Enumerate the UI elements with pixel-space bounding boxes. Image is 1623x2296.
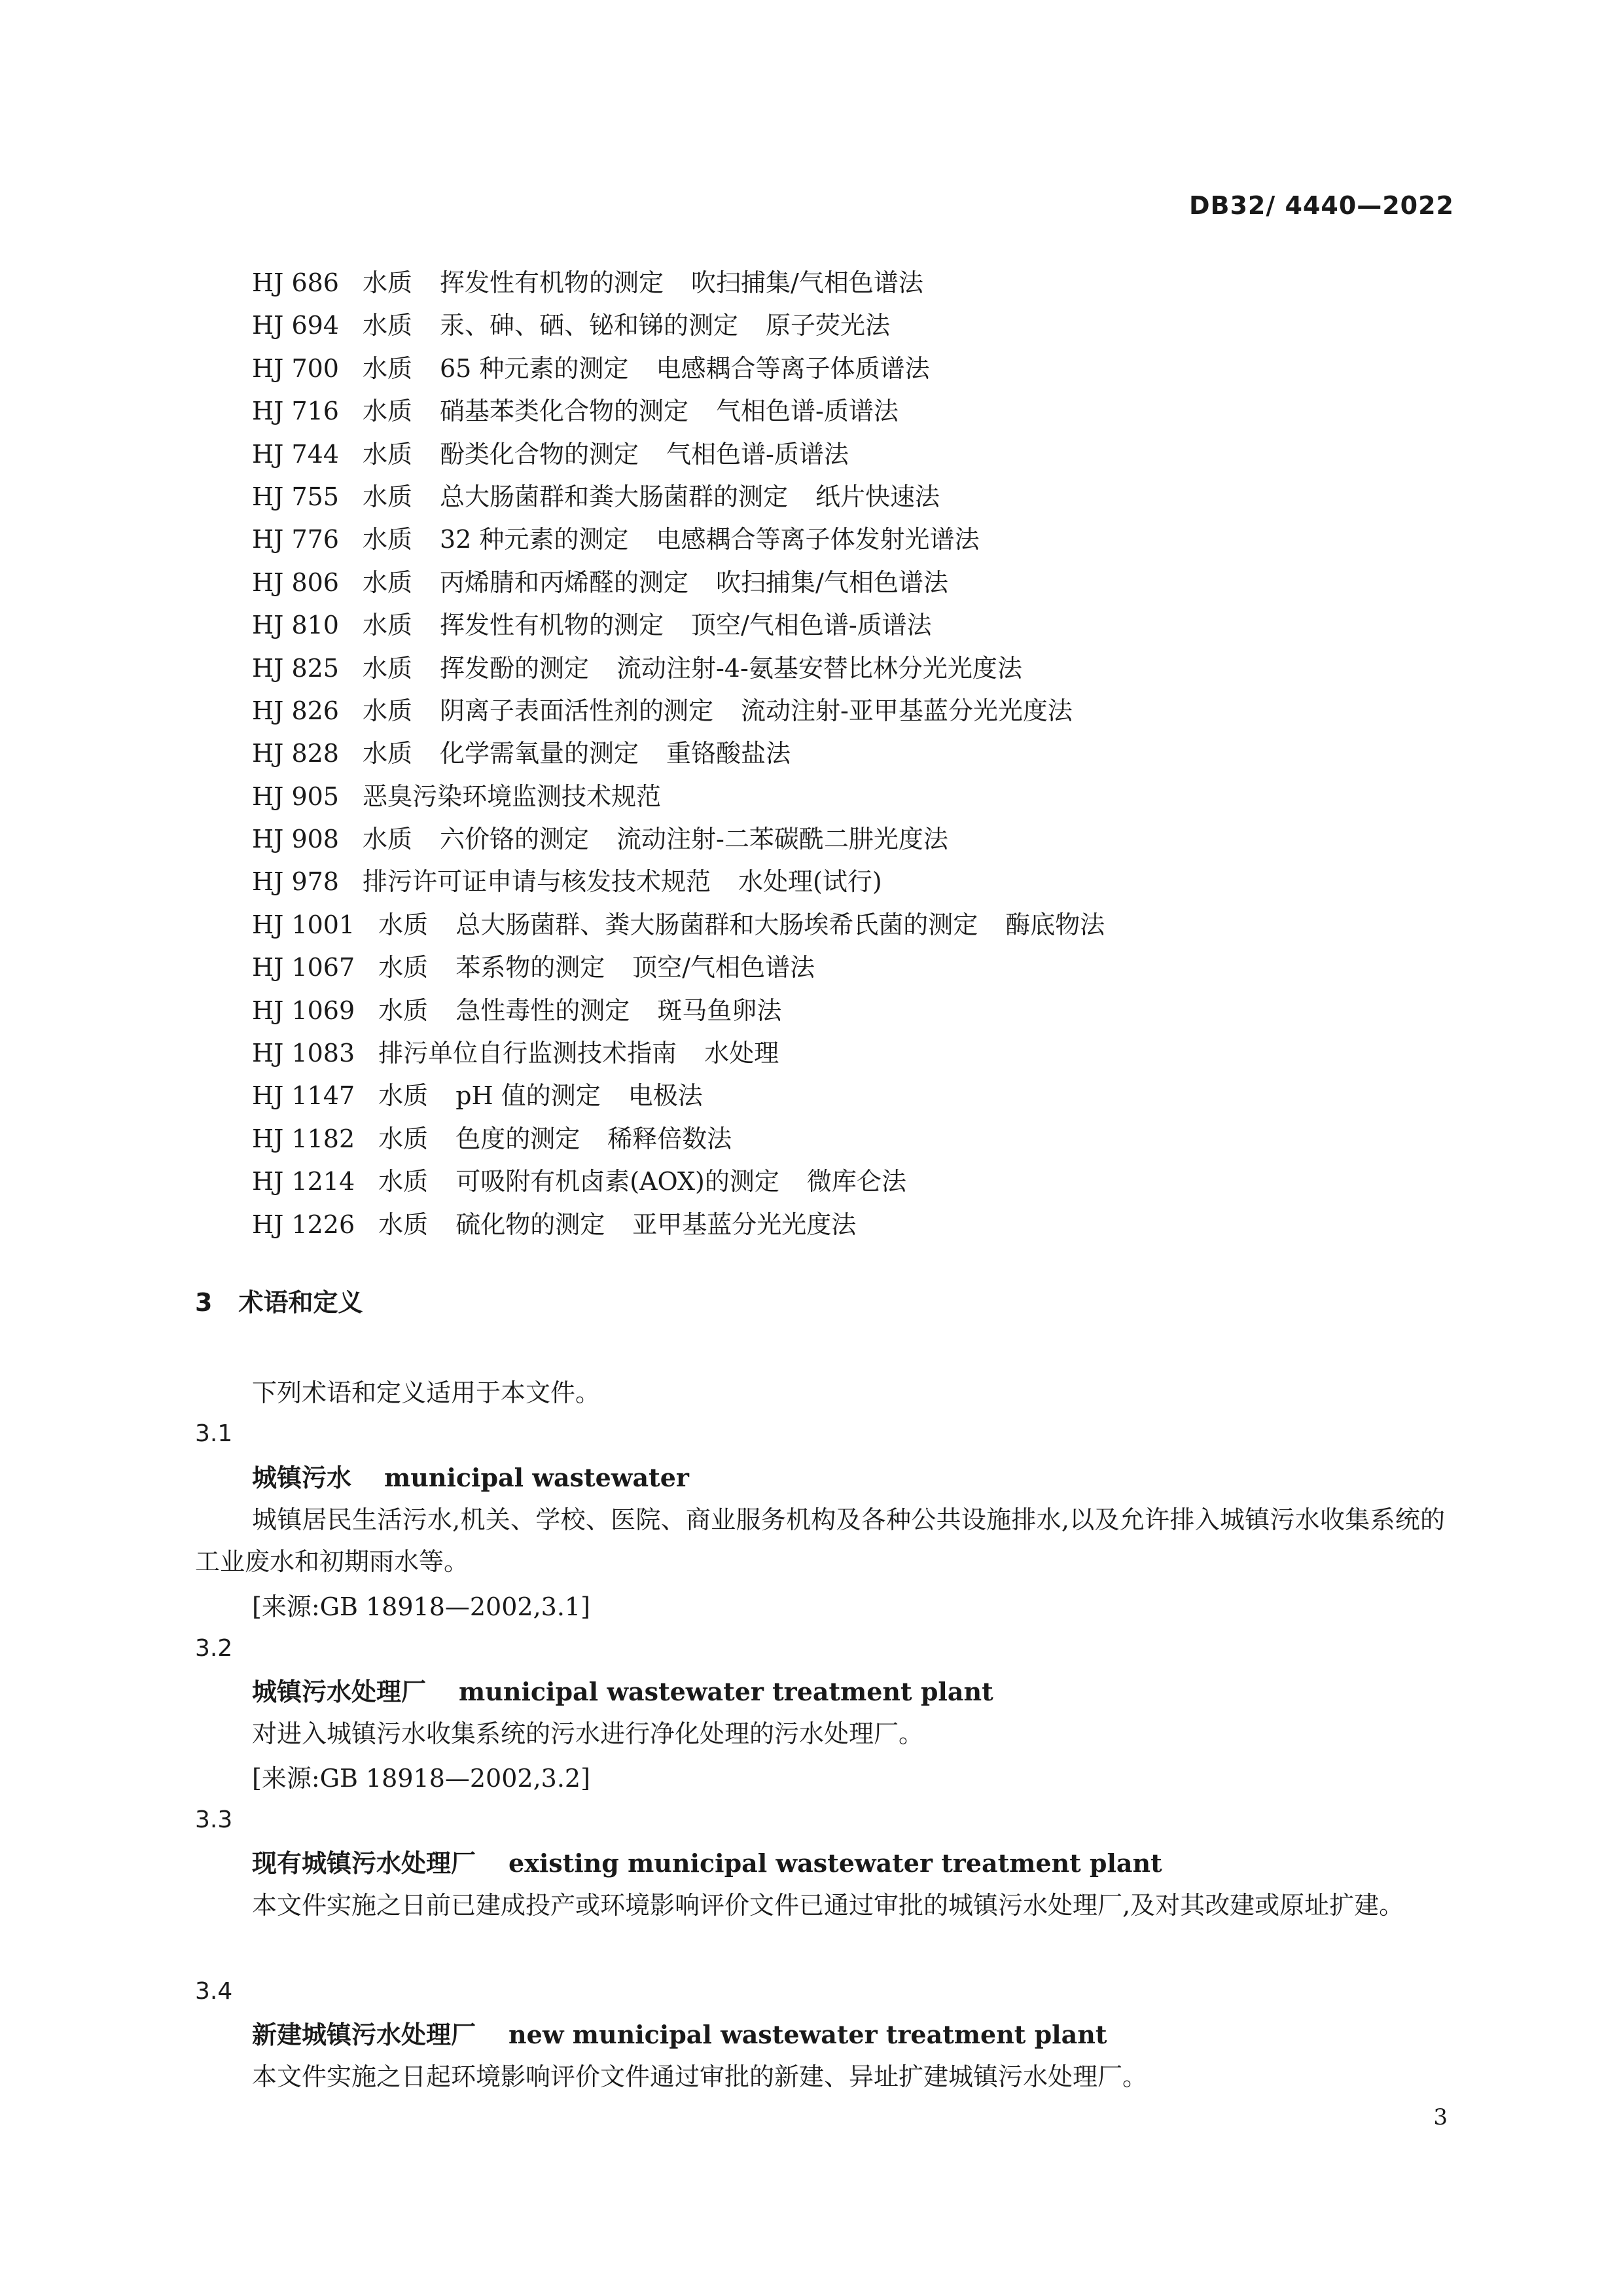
term-heading: 新建城镇污水处理厂 new municipal wastewater treatment plant: [252, 2020, 1107, 2049]
normative-references-list: [252, 262, 1132, 1246]
term-number: 3.4: [195, 1978, 233, 2005]
reference-item: HJ 806 水质 丙烯腈和丙烯醛的测定 吹扫捕集/气相色谱法: [252, 567, 948, 597]
term-source: [来源:GB 18918—2002,3.1]: [252, 1592, 590, 1621]
term-number: 3.3: [195, 1806, 233, 1833]
reference-item: HJ 1001 水质 总大肠菌群、粪大肠菌群和大肠埃希氏菌的测定 酶底物法: [252, 910, 1105, 939]
reference-item: HJ 1182 水质 色度的测定 稀释倍数法: [252, 1124, 732, 1153]
reference-item: HJ 810 水质 挥发性有机物的测定 顶空/气相色谱-质谱法: [252, 611, 932, 640]
term-source: [来源:GB 18918—2002,3.2]: [252, 1764, 590, 1793]
document-code: DB32/ 4440—2022: [1188, 191, 1454, 220]
reference-item: HJ 716 水质 硝基苯类化合物的测定 气相色谱-质谱法: [252, 397, 899, 426]
reference-item: HJ 905 恶臭污染环境监测技术规范: [252, 781, 661, 811]
term-heading: 城镇污水处理厂 municipal wastewater treatment plant: [252, 1677, 993, 1706]
reference-item: HJ 755 水质 总大肠菌群和粪大肠菌群的测定 纸片快速法: [252, 482, 940, 511]
term-number: 3.1: [195, 1420, 233, 1447]
reference-item: HJ 826 水质 阴离子表面活性剂的测定 流动注射-亚甲基蓝分光光度法: [252, 696, 1073, 725]
section-intro: 下列术语和定义适用于本文件。: [252, 1378, 601, 1407]
reference-item: HJ 1147 水质 pH 值的测定 电极法: [252, 1081, 703, 1111]
reference-item: HJ 978 排污许可证申请与核发技术规范 水处理(试行): [252, 867, 882, 897]
reference-item: HJ 1069 水质 急性毒性的测定 斑马鱼卵法: [252, 996, 782, 1025]
reference-item: HJ 828 水质 化学需氧量的测定 重铬酸盐法: [252, 739, 791, 768]
term-definition: 本文件实施之日前已建成投产或环境影响评价文件已通过审批的城镇污水处理厂,及对其改建或原址扩建。: [252, 1891, 1404, 1920]
reference-item: HJ 744 水质 酚类化合物的测定 气相色谱-质谱法: [252, 439, 849, 469]
page-number: 3: [1433, 2104, 1448, 2130]
reference-item: HJ 686 水质 挥发性有机物的测定 吹扫捕集/气相色谱法: [252, 268, 923, 297]
term-heading: 城镇污水 municipal wastewater: [252, 1463, 689, 1492]
term-heading: 现有城镇污水处理厂 existing municipal wastewater treatment plant: [252, 1848, 1162, 1878]
term-definition: 本文件实施之日起环境影响评价文件通过审批的新建、异址扩建城镇污水处理厂。: [252, 2062, 1148, 2091]
reference-item: HJ 1083 排污单位自行监测技术指南 水处理: [252, 1039, 779, 1068]
term-definition: 城镇居民生活污水,机关、学校、医院、商业服务机构及各种公共设施排水,以及允许排入城镇污水收集系统的工业废水和初期雨水等。: [195, 1505, 1445, 1576]
reference-item: HJ 776 水质 32 种元素的测定 电感耦合等离子体发射光谱法: [252, 525, 980, 554]
reference-item: HJ 1226 水质 硫化物的测定 亚甲基蓝分光光度法: [252, 1210, 857, 1239]
reference-item: HJ 908 水质 六价铬的测定 流动注射-二苯碳酰二肼光度法: [252, 825, 948, 854]
reference-item: HJ 700 水质 65 种元素的测定 电感耦合等离子体质谱法: [252, 353, 930, 383]
reference-item: HJ 1214 水质 可吸附有机卤素(AOX)的测定 微库仑法: [252, 1167, 906, 1196]
reference-item: HJ 1067 水质 苯系物的测定 顶空/气相色谱法: [252, 953, 815, 982]
reference-item: HJ 694 水质 汞、砷、硒、铋和锑的测定 原子荧光法: [252, 311, 891, 340]
term-number: 3.2: [195, 1635, 233, 1662]
section-heading: 3 术语和定义: [195, 1288, 363, 1317]
reference-item: HJ 825 水质 挥发酚的测定 流动注射-4-氨基安替比林分光光度法: [252, 653, 1022, 683]
term-definition: 对进入城镇污水收集系统的污水进行净化处理的污水处理厂。: [252, 1719, 924, 1748]
